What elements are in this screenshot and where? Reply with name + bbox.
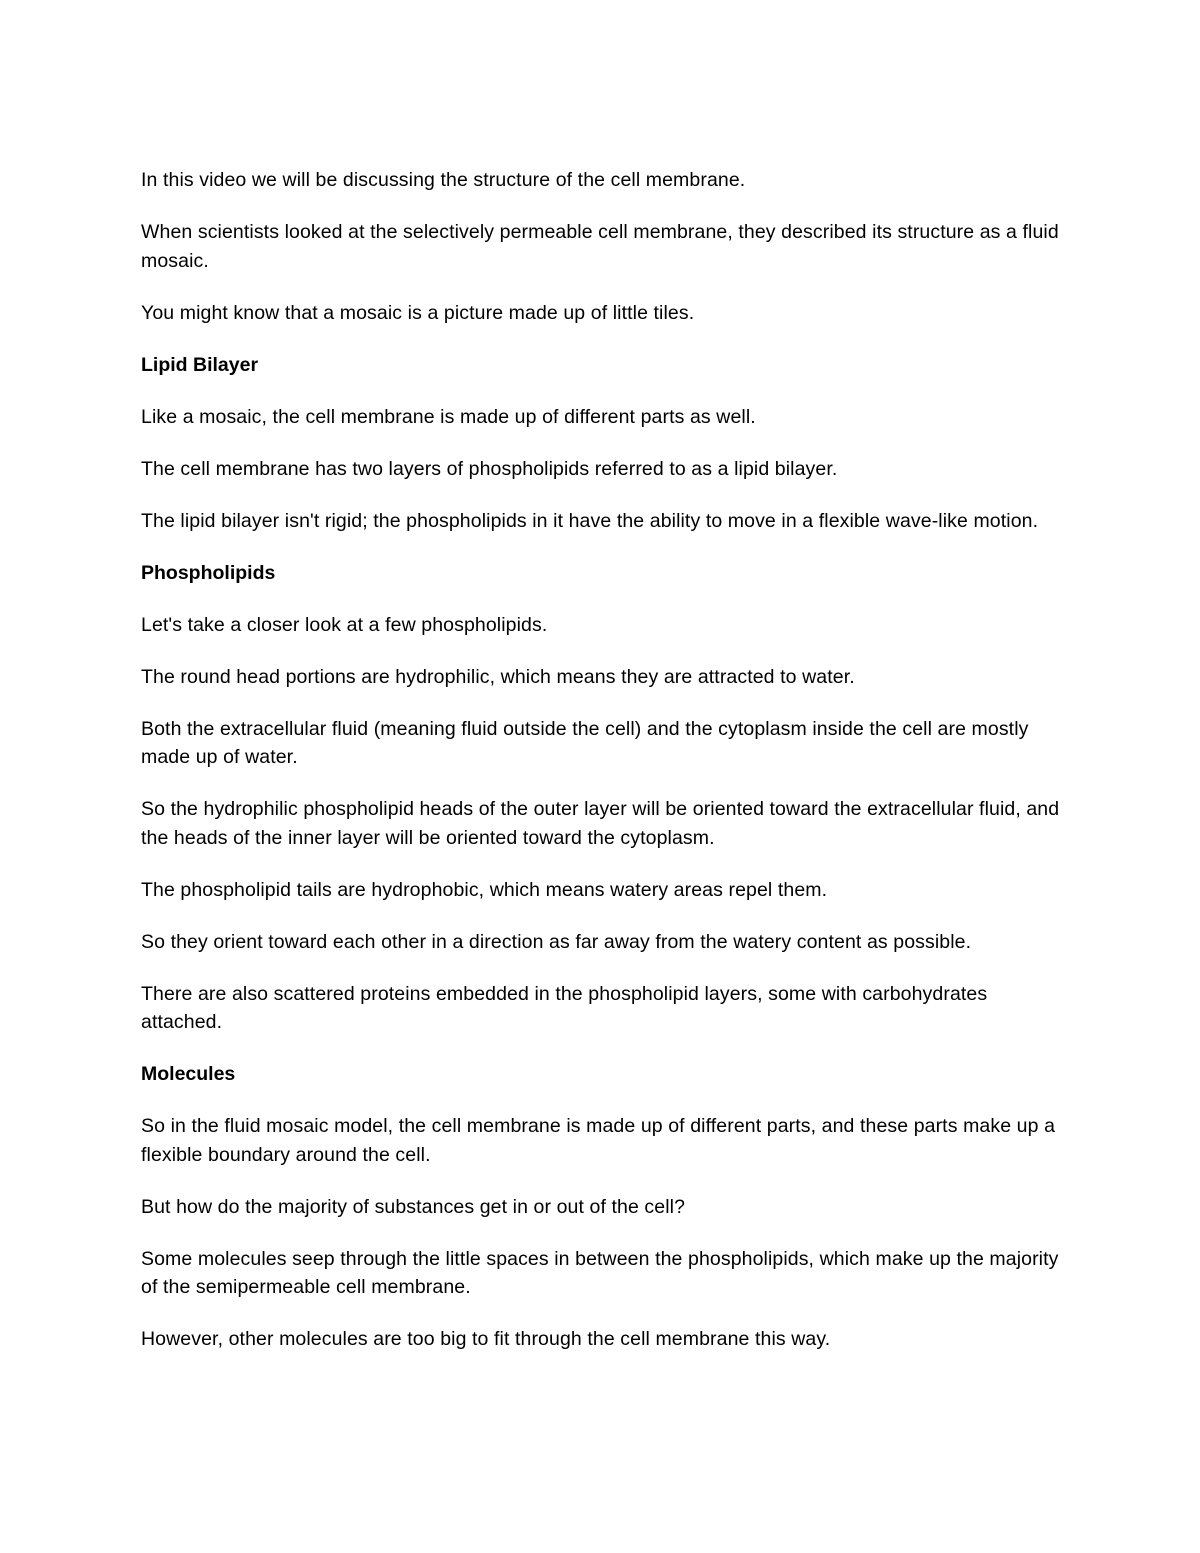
heading-phospholipids: Phospholipids: [141, 561, 276, 584]
paragraph-fluid-mosaic: When scientists looked at the selectively permeable cell membrane, they described its structure as a fluid mosaic.: [141, 221, 1059, 272]
paragraph-extracellular-fluid: Both the extracellular fluid (meaning fluid outside the cell) and the cytoplasm inside the cell are mostly made up of water.: [141, 717, 1029, 768]
paragraph-too-big: However, other molecules are too big to fit through the cell membrane this way.: [141, 1328, 831, 1350]
heading-molecules: Molecules: [141, 1063, 236, 1085]
paragraph-tail-orientation: So they orient toward each other in a direction as far away from the watery content as possible.: [141, 930, 972, 953]
paragraph-fluid-mosaic-model: So in the fluid mosaic model, the cell membrane is made up of different parts, and these parts make up a flexible boundary around the cell.: [141, 1115, 1056, 1166]
paragraph-question: But how do the majority of substances get in or out of the cell?: [141, 1195, 686, 1218]
paragraph-hydrophilic-heads: The round head portions are hydrophilic, which means they are attracted to water.: [141, 665, 855, 688]
paragraph-closer-look: Let's take a closer look at a few phospholipids.: [141, 613, 548, 636]
paragraph-seep-through: Some molecules seep through the little spaces in between the phospholipids, which make up the majority of the semipermeable cell membrane.: [141, 1247, 1059, 1298]
paragraph-two-layers: The cell membrane has two layers of phospholipids referred to as a lipid bilayer.: [141, 457, 838, 480]
paragraph-not-rigid: The lipid bilayer isn't rigid; the phospholipids in it have the ability to move in a flexible wave-like motion.: [141, 509, 1039, 532]
document-page: [141, 166, 1061, 1377]
heading-lipid-bilayer: Lipid Bilayer: [141, 353, 259, 376]
paragraph-proteins: There are also scattered proteins embedded in the phospholipid layers, some with carbohydrates attached.: [141, 982, 988, 1033]
paragraph-hydrophobic-tails: The phospholipid tails are hydrophobic, which means watery areas repel them.: [141, 878, 828, 901]
paragraph-intro: In this video we will be discussing the structure of the cell membrane.: [141, 169, 746, 191]
paragraph-mosaic-tiles: You might know that a mosaic is a picture made up of little tiles.: [141, 301, 695, 324]
paragraph-head-orientation: So the hydrophilic phospholipid heads of the outer layer will be oriented toward the extracellular fluid, and the heads of the inner layer will be oriented toward the cytoplasm.: [141, 798, 1060, 849]
paragraph-different-parts: Like a mosaic, the cell membrane is made up of different parts as well.: [141, 405, 756, 428]
